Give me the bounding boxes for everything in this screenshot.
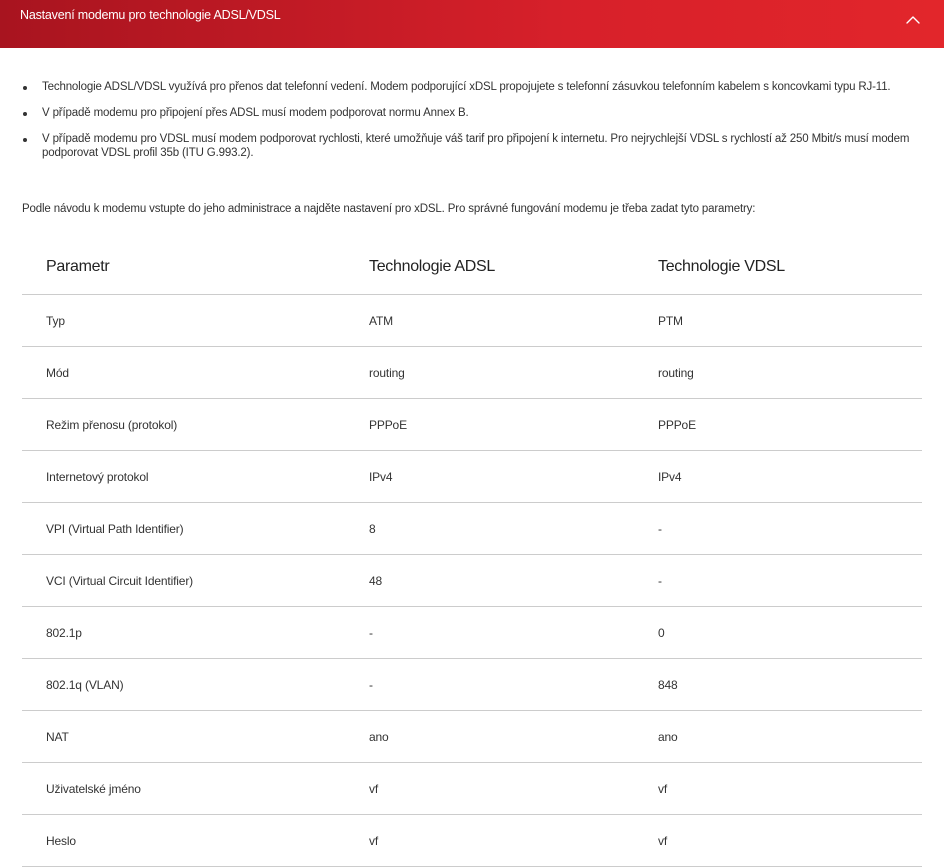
column-header-adsl: Technologie ADSL bbox=[369, 240, 658, 295]
column-header-vdsl: Technologie VDSL bbox=[658, 240, 922, 295]
table-row bbox=[22, 763, 922, 815]
vdsl-cell: routing bbox=[658, 347, 922, 399]
table-row bbox=[22, 607, 922, 659]
adsl-cell: - bbox=[369, 607, 658, 659]
adsl-cell: ano bbox=[369, 711, 658, 763]
vdsl-cell: PPPoE bbox=[658, 399, 922, 451]
parameter-cell: 802.1p bbox=[22, 607, 369, 659]
adsl-cell: ATM bbox=[369, 295, 658, 347]
vdsl-cell: - bbox=[658, 555, 922, 607]
table-row bbox=[22, 503, 922, 555]
vdsl-cell: - bbox=[658, 503, 922, 555]
parameter-cell: 802.1q (VLAN) bbox=[22, 659, 369, 711]
table-row bbox=[22, 815, 922, 867]
adsl-cell: PPPoE bbox=[369, 399, 658, 451]
table-row bbox=[22, 347, 922, 399]
vdsl-cell: 0 bbox=[658, 607, 922, 659]
parameter-cell: Internetový protokol bbox=[22, 451, 369, 503]
accordion-content bbox=[22, 80, 922, 172]
table-header-row bbox=[22, 240, 922, 295]
list-item: Technologie ADSL/VDSL využívá pro přenos dat telefonní vedení. Modem podporující xDSL propojujete s telefonní zásuvkou telefonním kabelem s koncovkami typu RJ-11. bbox=[22, 80, 922, 94]
parameter-cell: Mód bbox=[22, 347, 369, 399]
vdsl-cell: vf bbox=[658, 763, 922, 815]
accordion-title: Nastavení modemu pro technologie ADSL/VDSL bbox=[20, 8, 281, 22]
table-row bbox=[22, 555, 922, 607]
table-row bbox=[22, 295, 922, 347]
adsl-cell: 8 bbox=[369, 503, 658, 555]
list-item: V případě modemu pro připojení přes ADSL musí modem podporovat normu Annex B. bbox=[22, 106, 922, 120]
parameter-cell: VCI (Virtual Circuit Identifier) bbox=[22, 555, 369, 607]
adsl-cell: - bbox=[369, 659, 658, 711]
parameter-cell: NAT bbox=[22, 711, 369, 763]
table-row bbox=[22, 711, 922, 763]
adsl-cell: IPv4 bbox=[369, 451, 658, 503]
adsl-cell: routing bbox=[369, 347, 658, 399]
parameter-cell: Uživatelské jméno bbox=[22, 763, 369, 815]
parameter-cell: VPI (Virtual Path Identifier) bbox=[22, 503, 369, 555]
list-item: V případě modemu pro VDSL musí modem podporovat rychlosti, které umožňuje váš tarif pro připojení k internetu. Pro nejrychlejší VDSL s rychlostí až 250 Mbit/s musí modem podporovat VDSL profil 35b (ITU G.993.2). bbox=[22, 132, 922, 160]
adsl-cell: vf bbox=[369, 763, 658, 815]
table-row bbox=[22, 399, 922, 451]
chevron-up-icon[interactable] bbox=[905, 12, 921, 28]
requirements-list bbox=[22, 80, 922, 160]
adsl-cell: vf bbox=[369, 815, 658, 867]
parameters-table bbox=[22, 240, 922, 867]
vdsl-cell: ano bbox=[658, 711, 922, 763]
accordion-header[interactable] bbox=[0, 0, 944, 48]
vdsl-cell: PTM bbox=[658, 295, 922, 347]
vdsl-cell: 848 bbox=[658, 659, 922, 711]
vdsl-cell: IPv4 bbox=[658, 451, 922, 503]
vdsl-cell: vf bbox=[658, 815, 922, 867]
intro-paragraph: Podle návodu k modemu vstupte do jeho administrace a najděte nastavení pro xDSL. Pro správné fungování modemu je třeba zadat tyto parametry: bbox=[22, 203, 756, 215]
table-row bbox=[22, 659, 922, 711]
parameter-cell: Režim přenosu (protokol) bbox=[22, 399, 369, 451]
parameter-cell: Heslo bbox=[22, 815, 369, 867]
parameter-cell: Typ bbox=[22, 295, 369, 347]
column-header-parameter: Parametr bbox=[22, 240, 369, 295]
adsl-cell: 48 bbox=[369, 555, 658, 607]
table-row bbox=[22, 451, 922, 503]
